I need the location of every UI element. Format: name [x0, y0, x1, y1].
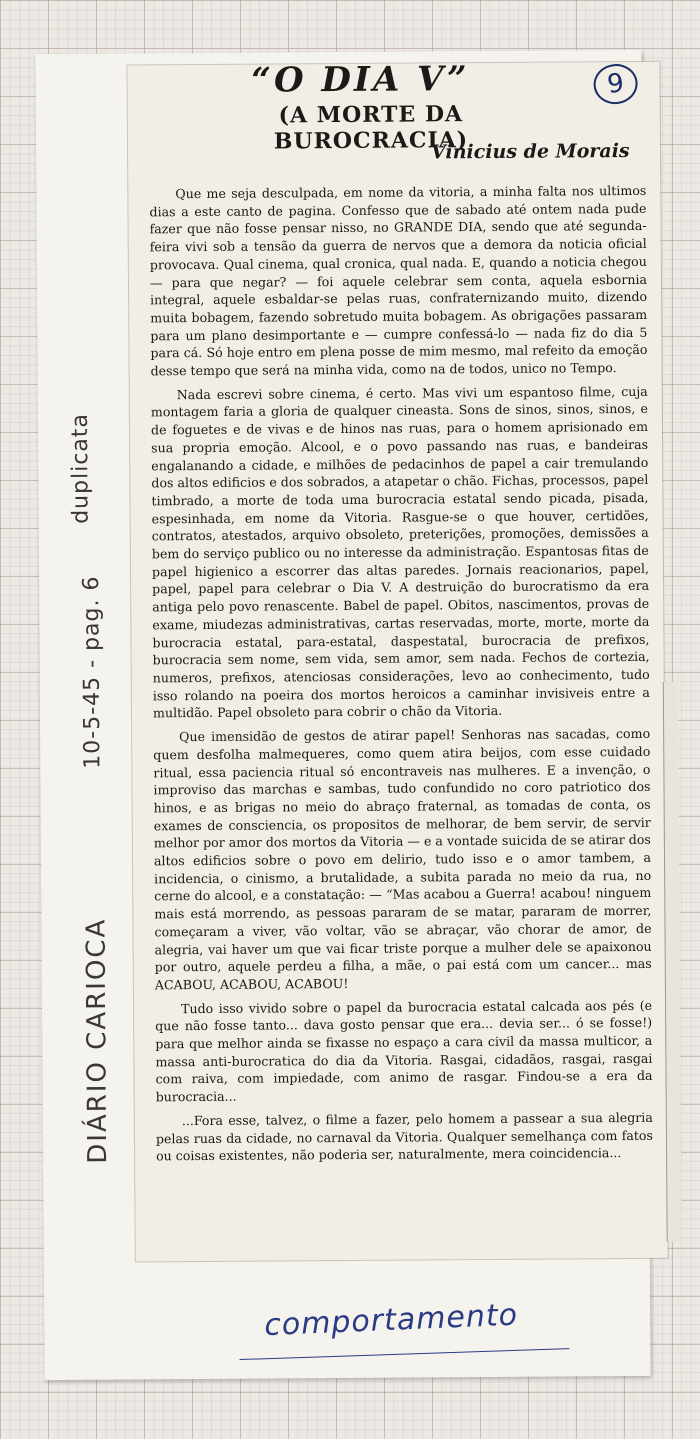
- date-note-text: 10-5-45 - pag. 6: [79, 575, 106, 769]
- article-paragraph: ...Fora esse, talvez, o filme a fazer, pelo homem a passear a sua alegria pelas ruas da cidade, no carnaval da Vitoria. Qualquer semelhança com fatos ou coisas existentes, não poderia ser, naturalmente, mera coincidencia...: [155, 1109, 653, 1164]
- page-number-circle: 9: [592, 62, 640, 107]
- byline: Vinicius de Morais: [430, 139, 630, 164]
- category-underline: [240, 1348, 570, 1360]
- article-body: [149, 182, 653, 1171]
- headline: “O DIA V”: [251, 59, 470, 101]
- article-paragraph: Que imensidão de gestos de atirar papel! Senhoras nas sacadas, como quem desfolha malmequeres, como quem atira beijos, com esse cuidado ritual, essa paciencia ritual só encontraveis nas mulheres. E a invenção, o improviso das marchas e sambas, tudo confundido no coro patriotico dos hinos, e as brigas no meio do abraço fraternal, as tomadas de conta, os exames de consciencia, os propositos de melhorar, de bem servir, de servir melhor por amor dos mortos da Vitoria — e a vontade suicida de se atirar dos altos edificios sobre o povo em delirio, tudo isso e o amor tambem, a incidencia, o cinismo, a brutalidade, a subita parada no meio da rua, no cerne do alcool, e a constatação: — “Mas acabou a Guerra! acabou! ninguem mais está morrendo, as pessoas pararam de se matar, pararam de morrer, começaram a viver, vão voltar, vão se abraçar, vão chorar de amor, de alegria, vai haver um que vai ficar triste porque a mulher dele se apaixonou por outro, aquele perdeu a filha, a mãe, o pai está com um cancer... mas ACABOU, ACABOU, ACABOU!: [153, 725, 652, 993]
- article-paragraph: Tudo isso vivido sobre o papel da burocracia estatal calcada aos pés (e que não fosse tanto... dava gosto pensar que era... devia ser... ó se fosse!) para que melhor ainda se fixasse no espaço a cara civil da massa multicor, a massa anti-burocratica do dia da Vitoria. Rasgai, cidadãos, rasgai, rasgai com raiva, com impiedade, com animo de rasgar. Findou-se a era da burocracia...: [155, 997, 653, 1105]
- source-note-text: DIÁRIO CARIOCA: [81, 917, 114, 1164]
- subheadline: (A MORTE DA BUROCRACIA): [273, 101, 469, 155]
- article-paragraph: Nada escrevi sobre cinema, é certo. Mas vivi um espantoso filme, cuja montagem faria a gloria de qualquer cineasta. Sons de sinos, sinos, sinos, e de foguetes e de vivas e de hinos nas ruas, para o homem aprisionado em sua propria emoção. Alcool, e o povo passando nas ruas, e bandeiras engalanando a cidade, e milhões de pedacinhos de papel a cair tremulando dos altos edificios e dos sobrados, a atapetar o chão. Fichas, processos, papel timbrado, a morte de toda uma burocracia estatal sendo picada, pisada, espesinhada, em nome da Vitoria. Rasgue-se o que houver, certidões, contratos, atestados, arquivo obsoleto, preterições, promoções, demissões a bem do serviço publico ou no interesse da administração. Espantosas fitas de papel higienico a escorrer das altas paredes. Jornais reacionarios, papel, papel, papel para celebrar o Dia V. A destruição do burocratismo da era antiga pelo povo renascente. Babel de papel. Obitos, nascimentos, provas de exame, miudezas administrativas, cartas reservadas, morte, morte, morte da burocracia estatal, para-estatal, daspestatal, burocracia de prefixos, burocracia sem nome, sem vida, sem amor, sem nada. Fechos de cortezia, numeros, prefixos, atenciosas considerações, levo ao conhecimento, tudo isso rolando na poeira dos mortos heroicos a caminhar invisiveis entre a multidão. Papel obsoleto para cobrir o chão da Vitoria.: [150, 383, 650, 721]
- article-paragraph: Que me seja desculpada, em nome da vitoria, a minha falta nos ultimos dias a este canto de pagina. Confesso que de sabado até ontem nada pude fazer que não fosse pensar nisso, no GRANDE DIA, sendo que até segunda-feira vivi sob a tensão da guerra de nervos que a demora da noticia oficial provocava. Qual cinema, qual cronica, qual nada. E, quando a noticia chegou — para que negar? — foi aquele celebrar sem conta, aquela esbornia integral, aquele esbaldar-se pelas ruas, confraternizando muito, dizendo muita bobagem, fazendo sobretudo muita bobagem. As obrigações passaram para um plano desimportante e — cumpre confessá-lo — nada fiz do dia 5 para cá. Só hoje entro em plena posse de mim mesmo, mal refeito da emoção desse tempo que será na minha vida, como na de todos, unico no Tempo.: [149, 182, 648, 379]
- archive-sheet: [35, 50, 653, 1380]
- duplicate-note-text: duplicata: [67, 412, 94, 524]
- category-note: comportamento: [263, 1297, 519, 1344]
